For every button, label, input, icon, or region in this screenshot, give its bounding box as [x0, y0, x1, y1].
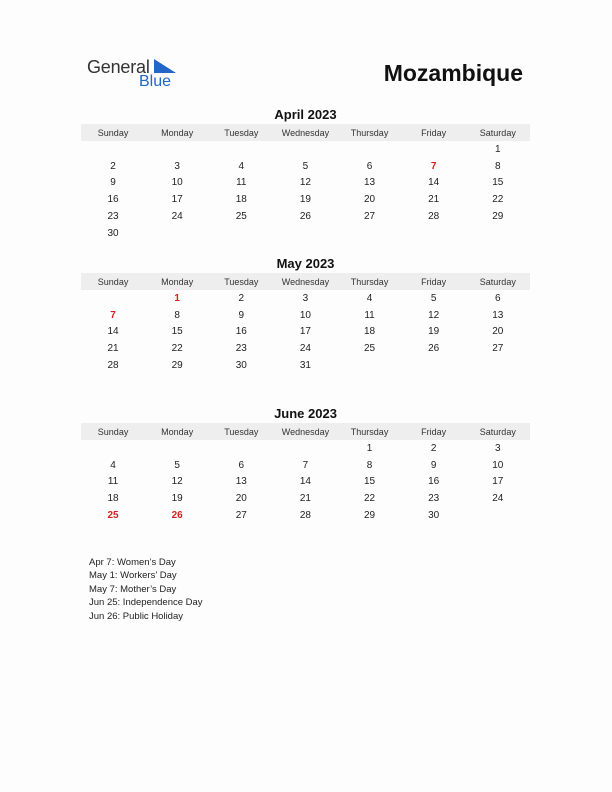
holiday-day-cell: 1 — [174, 292, 180, 304]
holiday-note: May 7: Mother’s Day — [89, 583, 177, 595]
month-title: April 2023 — [274, 107, 337, 122]
weekday-label: Wednesday — [281, 276, 330, 287]
day-cell: 11 — [236, 177, 247, 189]
day-cell: 20 — [492, 326, 504, 338]
day-cell: 24 — [299, 343, 311, 355]
weekday-label: Tuesday — [224, 426, 259, 437]
logo-word-blue: Blue — [139, 73, 172, 90]
month-title: June 2023 — [274, 406, 337, 421]
weekday-header-row — [81, 124, 530, 141]
generalblue-logo — [87, 57, 187, 93]
holiday-note: May 1: Workers’ Day — [89, 570, 177, 582]
day-cell: 27 — [364, 211, 376, 223]
day-cell: 15 — [492, 177, 504, 189]
day-cell: 28 — [428, 211, 440, 223]
day-cell: 5 — [430, 292, 437, 304]
week-row — [81, 507, 530, 524]
day-cell: 21 — [428, 194, 440, 206]
week-row — [81, 324, 530, 341]
day-cell: 3 — [495, 442, 501, 454]
day-cell: 14 — [107, 326, 119, 338]
day-cell: 16 — [235, 326, 247, 338]
week-row — [81, 340, 530, 357]
weekday-label: Tuesday — [224, 127, 259, 138]
day-cell: 17 — [299, 326, 311, 338]
day-cell: 19 — [171, 493, 183, 505]
day-cell: 26 — [299, 211, 311, 223]
day-cell: 28 — [299, 510, 311, 522]
day-cell: 11 — [107, 476, 119, 488]
week-row — [81, 440, 530, 457]
day-cell: 9 — [430, 459, 437, 471]
month-june — [81, 405, 530, 524]
day-cell: 28 — [107, 360, 119, 372]
day-cell: 11 — [364, 309, 375, 321]
month-may — [81, 255, 530, 374]
day-cell: 9 — [110, 177, 116, 189]
day-cell: 8 — [366, 459, 373, 471]
day-cell: 12 — [428, 309, 440, 321]
weekday-label: Friday — [421, 127, 447, 138]
weekday-label: Thursday — [350, 276, 389, 287]
month-title: May 2023 — [276, 256, 335, 271]
weekday-header-row — [81, 273, 530, 290]
weekday-label: Sunday — [97, 127, 129, 138]
day-cell: 2 — [430, 442, 437, 454]
day-cell: 25 — [364, 343, 376, 355]
week-row — [81, 208, 530, 225]
day-cell: 22 — [492, 194, 504, 206]
weekday-label: Thursday — [350, 426, 389, 437]
day-cell: 12 — [299, 177, 311, 189]
weekday-label: Friday — [421, 426, 447, 437]
day-cell: 27 — [235, 510, 247, 522]
day-cell: 18 — [235, 194, 247, 206]
day-cell: 1 — [495, 143, 501, 155]
day-cell: 19 — [299, 194, 311, 206]
day-cell: 10 — [299, 309, 311, 321]
week-row — [81, 175, 530, 192]
weekday-label: Thursday — [350, 127, 389, 138]
day-cell: 27 — [492, 343, 504, 355]
week-row — [81, 225, 530, 242]
week-row — [81, 191, 530, 208]
day-cell: 14 — [299, 476, 311, 488]
day-cell: 10 — [171, 177, 183, 189]
holiday-note: Jun 26: Public Holiday — [89, 610, 183, 622]
weekday-label: Wednesday — [281, 426, 330, 437]
holiday-day-cell: 7 — [110, 309, 116, 321]
day-cell: 7 — [302, 459, 309, 471]
week-row — [81, 490, 530, 507]
weekday-label: Monday — [161, 426, 194, 437]
day-cell: 18 — [364, 326, 376, 338]
holiday-day-cell: 7 — [430, 160, 437, 172]
day-cell: 15 — [364, 476, 376, 488]
weekday-label: Wednesday — [281, 127, 330, 138]
day-cell: 19 — [428, 326, 440, 338]
day-cell: 3 — [174, 160, 180, 172]
day-cell: 2 — [110, 160, 116, 172]
weekday-header-row — [81, 423, 530, 440]
day-cell: 22 — [364, 493, 376, 505]
logo-triangle-icon — [154, 59, 176, 73]
day-cell: 13 — [235, 476, 247, 488]
holiday-note: Apr 7: Women’s Day — [89, 557, 176, 568]
week-row — [81, 457, 530, 474]
holiday-notes — [89, 556, 203, 623]
day-cell: 3 — [302, 292, 309, 304]
week-row — [81, 141, 530, 158]
day-cell: 26 — [428, 343, 440, 355]
day-cell: 13 — [364, 177, 376, 189]
day-cell: 13 — [492, 309, 504, 321]
day-cell: 6 — [238, 459, 245, 471]
day-cell: 25 — [235, 211, 247, 223]
week-row — [81, 357, 530, 374]
day-cell: 4 — [366, 292, 373, 304]
day-cell: 21 — [299, 493, 311, 505]
day-cell: 23 — [428, 493, 440, 505]
holiday-day-cell: 26 — [171, 510, 183, 522]
day-cell: 10 — [492, 459, 504, 471]
day-cell: 5 — [302, 160, 309, 172]
day-cell: 8 — [495, 160, 501, 172]
week-row — [81, 158, 530, 175]
day-cell: 17 — [492, 476, 504, 488]
day-cell: 23 — [107, 211, 119, 223]
day-cell: 29 — [492, 211, 504, 223]
day-cell: 6 — [366, 160, 373, 172]
day-cell: 15 — [171, 326, 183, 338]
month-april — [81, 106, 530, 242]
country-title: Mozambique — [383, 60, 523, 86]
day-cell: 24 — [171, 211, 183, 223]
day-cell: 14 — [428, 177, 440, 189]
weekday-label: Tuesday — [224, 276, 259, 287]
day-cell: 12 — [171, 476, 183, 488]
day-cell: 2 — [238, 292, 245, 304]
day-cell: 29 — [171, 360, 183, 372]
day-cell: 4 — [238, 160, 245, 172]
weekday-label: Friday — [421, 276, 447, 287]
day-cell: 5 — [174, 459, 180, 471]
day-cell: 30 — [235, 360, 247, 372]
day-cell: 20 — [235, 493, 247, 505]
logo-word-general: General — [87, 57, 150, 77]
day-cell: 8 — [174, 309, 180, 321]
day-cell: 17 — [171, 194, 183, 206]
weekday-label: Saturday — [479, 276, 516, 287]
day-cell: 6 — [495, 292, 501, 304]
week-row — [81, 474, 530, 491]
day-cell: 24 — [492, 493, 504, 505]
day-cell: 21 — [107, 343, 119, 355]
day-cell: 4 — [110, 459, 116, 471]
day-cell: 9 — [238, 309, 245, 321]
day-cell: 30 — [107, 227, 119, 239]
holiday-note: Jun 25: Independence Day — [89, 597, 203, 609]
day-cell: 1 — [366, 442, 373, 454]
weekday-label: Monday — [161, 276, 194, 287]
weekday-label: Saturday — [479, 426, 516, 437]
day-cell: 18 — [107, 493, 119, 505]
weekday-label: Saturday — [479, 127, 516, 138]
holiday-day-cell: 25 — [107, 510, 119, 522]
day-cell: 29 — [364, 510, 376, 522]
day-cell: 22 — [171, 343, 183, 355]
weekday-label: Sunday — [97, 276, 129, 287]
day-cell: 30 — [428, 510, 440, 522]
day-cell: 20 — [364, 194, 376, 206]
weekday-label: Sunday — [97, 426, 129, 437]
day-cell: 16 — [428, 476, 440, 488]
day-cell: 31 — [299, 360, 311, 372]
day-cell: 16 — [107, 194, 119, 206]
day-cell: 23 — [235, 343, 247, 355]
week-row — [81, 290, 530, 307]
week-row — [81, 307, 530, 324]
weekday-label: Monday — [161, 127, 194, 138]
